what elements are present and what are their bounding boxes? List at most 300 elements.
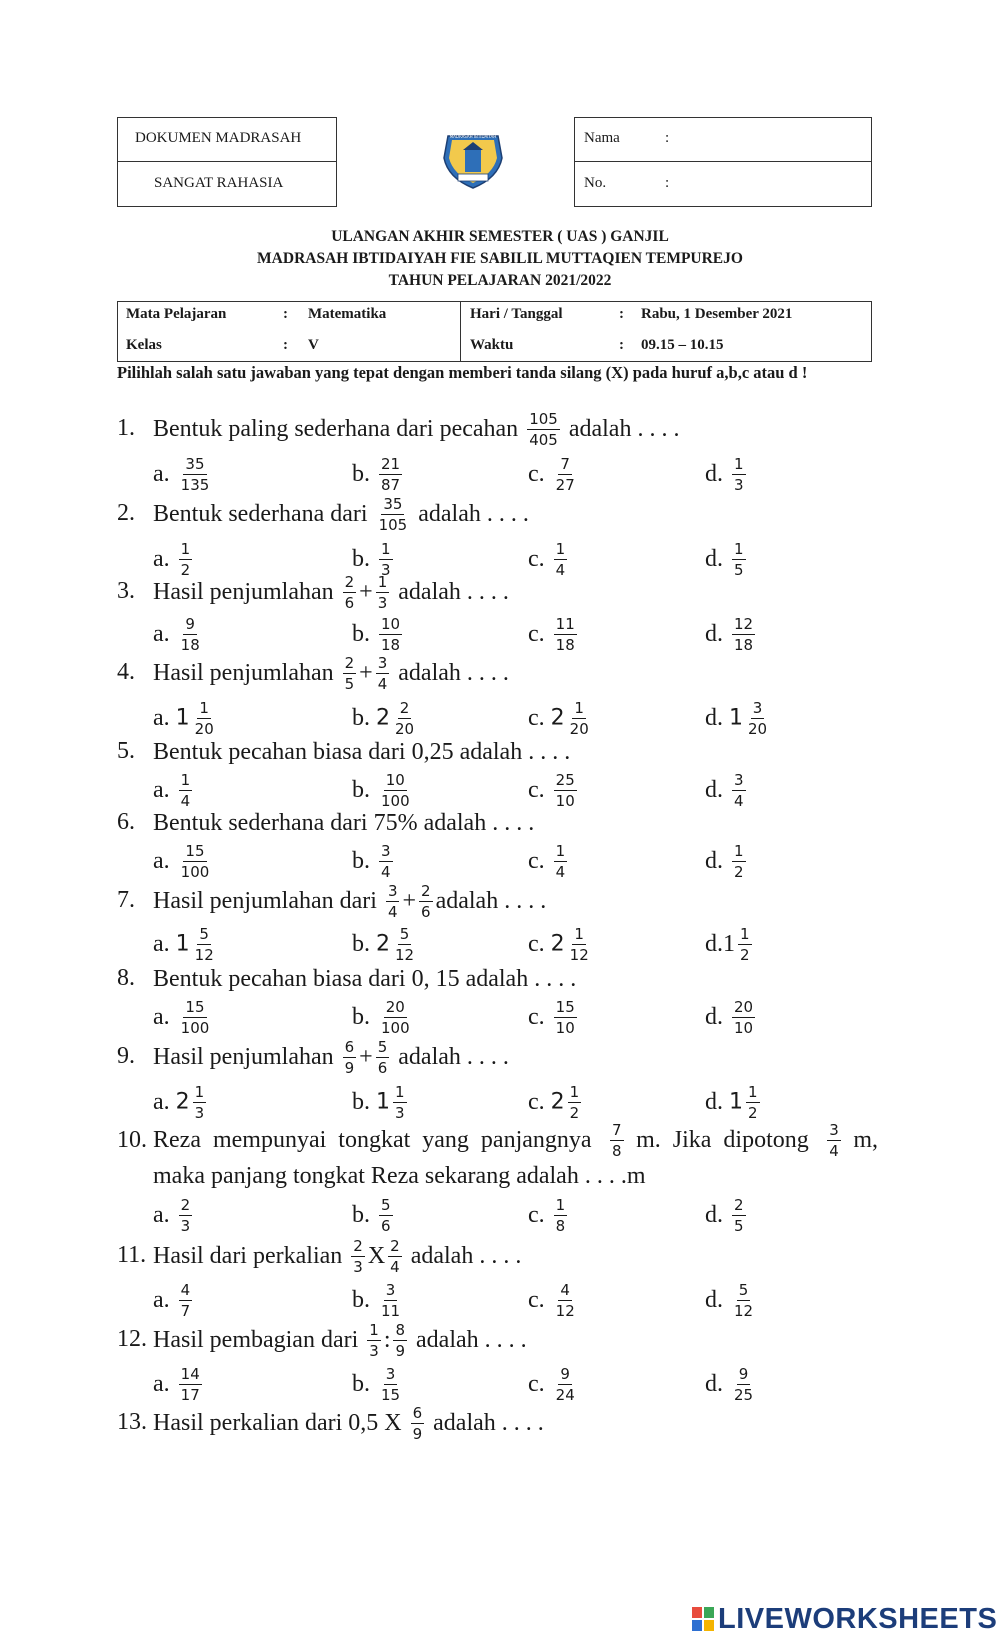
option-a[interactable] — [153, 1276, 195, 1322]
fraction-numerator: 9 — [185, 614, 195, 633]
fraction-denominator: 6 — [344, 593, 355, 612]
text-segment: X — [367, 1243, 386, 1270]
school-title: MADRASAH IBTIDAIYAH FIE SABILIL MUTTAQIEN TEMPUREJO — [257, 250, 743, 267]
question-text — [153, 491, 529, 536]
fraction — [554, 615, 577, 654]
question-7 — [0, 878, 1000, 922]
fraction-numerator: 25 — [555, 770, 575, 789]
fraction-numerator: 3 — [752, 698, 763, 717]
fraction — [419, 882, 433, 921]
fraction-numerator: 5 — [377, 1037, 388, 1056]
option-d[interactable] — [705, 1191, 749, 1237]
liveworksheets-logo — [692, 1603, 997, 1636]
fraction-denominator: 2 — [180, 560, 191, 579]
option-b[interactable] — [352, 993, 415, 1039]
fraction — [343, 1038, 357, 1077]
option-c[interactable] — [528, 1191, 570, 1237]
fraction-denominator: 2 — [740, 945, 750, 964]
fraction-denominator: 87 — [381, 475, 401, 494]
fraction-denominator: 4 — [829, 1141, 839, 1160]
fraction-denominator: 100 — [180, 862, 210, 881]
fraction-numerator: 4 — [560, 1280, 570, 1299]
fraction-denominator: 3 — [734, 475, 744, 494]
text-segment: d. — [705, 1089, 729, 1116]
fraction — [732, 1365, 755, 1404]
text-segment: c. — [528, 1089, 551, 1116]
fraction — [379, 1281, 402, 1320]
text-segment: a. — [153, 1371, 176, 1398]
option-d[interactable] — [705, 450, 749, 496]
fraction-denominator: 18 — [180, 635, 200, 654]
mixed-number-whole: 1 — [175, 931, 190, 957]
fraction-denominator: 3 — [381, 560, 391, 579]
question-number: 1. — [117, 415, 135, 441]
text-segment: d. — [705, 1004, 729, 1031]
text-segment: Hasil perkalian dari 0,5 X — [153, 1410, 408, 1437]
question-number: 7. — [117, 887, 135, 913]
mixed-number-whole: 1 — [175, 705, 190, 731]
text-segment: b. — [352, 1371, 376, 1398]
fraction-denominator: 2 — [569, 1103, 580, 1122]
fraction-denominator: 12 — [569, 945, 589, 964]
fraction — [732, 842, 746, 881]
text-segment: adalah . . . . — [392, 660, 509, 687]
doc-label: DOKUMEN MADRASAH — [135, 130, 302, 146]
secret-label-box — [117, 161, 337, 207]
fraction-numerator: 5 — [399, 924, 410, 943]
text-segment: b. — [352, 931, 376, 958]
text-segment: d. — [705, 705, 729, 732]
fraction-denominator: 100 — [381, 1018, 410, 1037]
text-segment: d.1 — [705, 931, 735, 958]
text-segment: b. — [352, 1089, 376, 1116]
text-segment: Hasil penjumlahan dari — [153, 888, 383, 915]
fraction-denominator: 8 — [612, 1141, 622, 1160]
fraction-numerator: 105 — [529, 409, 558, 428]
fraction-denominator: 18 — [555, 635, 575, 654]
fraction-numerator: 9 — [560, 1364, 570, 1383]
text-segment: adalah . . . . — [412, 501, 529, 528]
fraction-denominator: 10 — [555, 1018, 575, 1037]
fraction — [388, 1237, 402, 1276]
mixed-number-whole: 1 — [376, 1089, 390, 1115]
fraction-numerator: 2 — [421, 881, 431, 900]
class-value: V — [308, 337, 319, 353]
option-a[interactable] — [153, 993, 214, 1039]
fraction-denominator: 405 — [529, 430, 558, 449]
mixed-number-whole: 2 — [550, 1089, 565, 1115]
fraction — [732, 1281, 755, 1320]
fraction-denominator: 3 — [353, 1257, 363, 1276]
fraction-numerator: 1 — [180, 770, 191, 789]
text-segment: c. — [528, 1287, 551, 1314]
question-number: 9. — [117, 1043, 135, 1069]
question-number: 2. — [117, 500, 135, 526]
fraction — [351, 1237, 365, 1276]
fraction — [393, 1321, 407, 1360]
fraction-denominator: 105 — [378, 515, 408, 534]
fraction-denominator: 4 — [734, 791, 744, 810]
fraction-numerator: 1 — [395, 1082, 405, 1101]
option-c[interactable] — [528, 1276, 580, 1322]
question-number: 11. — [117, 1242, 147, 1268]
fraction-denominator: 4 — [381, 862, 391, 881]
fraction — [386, 882, 400, 921]
fraction-numerator: 1 — [555, 1195, 566, 1214]
fraction-numerator: 2 — [180, 1195, 191, 1214]
fraction-numerator: 3 — [385, 1280, 396, 1299]
fraction — [411, 1404, 425, 1443]
question-text — [153, 1233, 521, 1278]
fraction — [379, 842, 393, 881]
fraction-denominator: 9 — [344, 1058, 355, 1077]
fraction — [393, 1083, 407, 1122]
fraction — [179, 615, 202, 654]
option-b[interactable] — [352, 450, 405, 496]
text-segment: adalah . . . . — [427, 1410, 544, 1437]
time-value: 09.15 – 10.15 — [641, 337, 724, 353]
fraction-numerator: 1 — [377, 572, 388, 591]
fraction-numerator: 2 — [390, 1236, 400, 1255]
fraction-numerator: 1 — [180, 539, 191, 558]
question-number: 8. — [117, 965, 135, 991]
text-segment: b. — [352, 621, 376, 648]
fraction-numerator: 20 — [734, 997, 754, 1016]
fraction-numerator: 1 — [569, 1082, 580, 1101]
fraction — [554, 998, 577, 1037]
option-c[interactable] — [528, 993, 580, 1039]
option-d[interactable] — [705, 837, 749, 883]
no-colon: : — [665, 175, 670, 191]
fraction-denominator: 4 — [555, 560, 566, 579]
text-segment: a. — [153, 777, 176, 804]
fraction — [732, 998, 755, 1037]
question-text — [153, 406, 679, 451]
fraction-denominator: 7 — [180, 1301, 191, 1320]
fraction-numerator: 3 — [377, 653, 388, 672]
time-label: Waktu — [470, 337, 514, 353]
fraction-numerator: 12 — [734, 614, 754, 633]
fraction-numerator: 3 — [387, 881, 398, 900]
fraction — [179, 998, 212, 1037]
fraction — [732, 615, 755, 654]
fraction-numerator: 1 — [734, 539, 744, 558]
class-label: Kelas — [126, 337, 162, 353]
fraction-numerator: 2 — [399, 698, 410, 717]
subject-label: Mata Pelajaran — [126, 306, 227, 322]
text-segment: : — [383, 1327, 391, 1354]
fraction-numerator: 5 — [738, 1280, 749, 1299]
fraction-denominator: 3 — [180, 1216, 191, 1235]
subject-value: Matematika — [308, 306, 387, 322]
fraction-denominator: 18 — [381, 635, 401, 654]
text-segment: b. — [352, 1287, 376, 1314]
fraction — [376, 1038, 390, 1077]
fraction-numerator: 2 — [344, 653, 355, 672]
fraction-numerator: 7 — [560, 454, 570, 473]
text-segment: + — [402, 888, 417, 915]
question-number: 6. — [117, 809, 135, 835]
fraction-denominator: 20 — [569, 719, 589, 738]
option-b[interactable] — [352, 837, 396, 883]
question-text — [153, 878, 546, 923]
option-a[interactable] — [153, 837, 214, 883]
fraction-numerator: 15 — [185, 997, 205, 1016]
name-colon: : — [665, 130, 670, 146]
fraction-denominator: 12 — [734, 1301, 754, 1320]
text-segment: a. — [153, 848, 176, 875]
fraction — [376, 654, 390, 693]
instruction: Pilihlah salah satu jawaban yang tepat dengan memberi tanda silang (X) pada huruf a,b,c atau d ! — [117, 363, 808, 382]
text-segment: Bentuk pecahan biasa dari 0, 15 adalah . . . . — [153, 966, 577, 993]
fraction-denominator: 2 — [734, 862, 744, 881]
text-segment: b. — [352, 461, 376, 488]
options-row — [0, 1276, 1000, 1322]
fraction-denominator: 25 — [734, 1385, 754, 1404]
mixed-number-whole: 1 — [729, 705, 743, 731]
fraction-numerator: 8 — [395, 1320, 406, 1339]
question-text — [153, 650, 509, 695]
fraction-denominator: 4 — [377, 674, 388, 693]
fraction-denominator: 2 — [748, 1103, 758, 1122]
fraction-numerator: 15 — [185, 841, 205, 860]
mixed-number-whole: 1 — [729, 1089, 743, 1115]
question-12 — [0, 1317, 1000, 1361]
text-segment: m. Jika dipotong — [636, 1127, 815, 1153]
question-number: 4. — [117, 659, 135, 685]
question-11 — [0, 1233, 1000, 1277]
secret-label: SANGAT RAHASIA — [154, 175, 284, 191]
fraction-denominator: 5 — [734, 560, 744, 579]
fraction-numerator: 1 — [574, 698, 584, 717]
fraction-numerator: 15 — [555, 997, 575, 1016]
no-box — [574, 161, 872, 207]
fraction — [746, 1083, 760, 1122]
fraction-denominator: 12 — [395, 945, 415, 964]
day-value: Rabu, 1 Desember 2021 — [641, 306, 793, 322]
option-a[interactable] — [153, 450, 214, 496]
fraction-numerator: 1 — [555, 841, 566, 860]
fraction-denominator: 27 — [555, 475, 575, 494]
fraction — [379, 615, 402, 654]
text-segment: c. — [528, 1202, 551, 1229]
question-number: 10. — [117, 1127, 147, 1153]
fraction-numerator: 14 — [180, 1364, 200, 1383]
text-segment: adalah . . . . — [435, 888, 547, 915]
question-text-line2: maka panjang tongkat Reza sekarang adalah . . . .m — [153, 1163, 646, 1189]
fraction-denominator: 12 — [555, 1301, 575, 1320]
fraction-denominator: 9 — [395, 1341, 406, 1360]
option-b[interactable] — [352, 1191, 396, 1237]
doc-label-box — [117, 117, 337, 162]
fraction-numerator: 1 — [199, 698, 209, 717]
fraction — [179, 1365, 202, 1404]
mixed-number-whole: 2 — [376, 705, 390, 731]
question-text — [153, 1400, 544, 1445]
info-divider — [460, 302, 461, 361]
text-segment: Hasil penjumlahan — [153, 579, 340, 606]
fraction-denominator: 3 — [369, 1341, 379, 1360]
mixed-number-whole: 2 — [175, 1089, 190, 1115]
text-segment: adalah . . . . — [392, 579, 509, 606]
option-c[interactable] — [528, 450, 580, 496]
text-segment: a. — [153, 546, 176, 573]
text-segment: c. — [528, 461, 551, 488]
fraction — [376, 573, 390, 612]
fraction-numerator: 3 — [381, 841, 391, 860]
footer-brand: LIVEWORKSHEETS — [718, 1603, 998, 1635]
fraction-denominator: 17 — [180, 1385, 200, 1404]
text-segment: d. — [705, 1371, 729, 1398]
text-segment: b. — [352, 1004, 376, 1031]
fraction-numerator: 2 — [344, 572, 355, 591]
fraction-numerator: 1 — [369, 1320, 379, 1339]
text-segment: c. — [528, 848, 551, 875]
mixed-number-whole: 2 — [550, 705, 565, 731]
question-number: 13. — [117, 1409, 147, 1435]
fraction-denominator: 20 — [395, 719, 415, 738]
text-segment: d. — [705, 1202, 729, 1229]
text-segment: Bentuk paling sederhana dari pecahan — [153, 416, 525, 443]
options-row — [0, 993, 1000, 1039]
fraction-numerator: 1 — [194, 1082, 205, 1101]
fraction-denominator: 135 — [180, 475, 210, 494]
text-segment: + — [359, 579, 373, 606]
fraction — [527, 410, 560, 449]
day-colon: : — [619, 306, 624, 322]
option-d[interactable] — [705, 993, 758, 1039]
text-segment: b. — [352, 705, 376, 732]
text-segment: a. — [153, 931, 176, 958]
fraction-denominator: 15 — [381, 1385, 401, 1404]
fraction-numerator: 1 — [555, 539, 566, 558]
fraction-numerator: 1 — [748, 1082, 758, 1101]
exam-title: ULANGAN AKHIR SEMESTER ( UAS ) GANJIL — [331, 228, 669, 245]
text-segment: Bentuk pecahan biasa dari 0,25 adalah . . . . — [153, 739, 571, 766]
fraction-numerator: 6 — [412, 1403, 423, 1422]
time-colon: : — [619, 337, 624, 353]
fraction — [554, 1196, 568, 1235]
text-segment: Hasil pembagian dari — [153, 1327, 365, 1354]
fraction — [343, 573, 357, 612]
name-label: Nama — [584, 130, 620, 146]
subject-colon: : — [283, 306, 288, 322]
text-segment: Bentuk sederhana dari — [153, 501, 374, 528]
question-text — [153, 569, 509, 614]
text-segment: a. — [153, 1004, 176, 1031]
text-segment: d. — [705, 848, 729, 875]
text-segment: d. — [705, 621, 729, 648]
text-segment: + — [359, 660, 373, 687]
text-segment: c. — [528, 621, 551, 648]
logo-text: MADRASAH IBTIDAIYAH — [449, 134, 497, 139]
question-number: 3. — [117, 578, 135, 604]
text-segment: adalah . . . . — [410, 1327, 527, 1354]
text-segment: a. — [153, 1089, 176, 1116]
fraction-denominator: 4 — [555, 862, 566, 881]
text-segment: c. — [528, 1004, 551, 1031]
fraction-numerator: 11 — [555, 614, 575, 633]
fraction-numerator: 7 — [612, 1120, 622, 1139]
fraction-numerator: 10 — [381, 614, 401, 633]
text-segment: c. — [528, 777, 551, 804]
fraction-numerator: 9 — [738, 1364, 749, 1383]
fraction-numerator: 1 — [734, 841, 744, 860]
fraction — [377, 495, 410, 534]
text-segment: a. — [153, 1202, 176, 1229]
fraction — [379, 1196, 393, 1235]
text-segment: d. — [705, 461, 729, 488]
fraction-denominator: 4 — [180, 791, 191, 810]
no-label: No. — [584, 175, 607, 191]
mixed-number-whole: 2 — [376, 931, 390, 957]
fraction-numerator: 35 — [185, 454, 205, 473]
fraction-denominator: 4 — [390, 1257, 400, 1276]
fraction-numerator: 1 — [381, 539, 391, 558]
fraction-denominator: 6 — [381, 1216, 391, 1235]
option-d[interactable] — [705, 1276, 758, 1322]
text-segment: c. — [528, 1371, 551, 1398]
text-segment: a. — [153, 705, 176, 732]
question-9 — [0, 1034, 1000, 1078]
fraction-numerator: 20 — [385, 997, 405, 1016]
fraction-numerator: 6 — [344, 1037, 355, 1056]
text-segment: c. — [528, 705, 551, 732]
name-box — [574, 117, 872, 162]
question-number: 12. — [117, 1326, 147, 1352]
text-segment: b. — [352, 777, 376, 804]
fraction-denominator: 5 — [734, 1216, 744, 1235]
fraction-numerator: 3 — [829, 1120, 839, 1139]
fraction — [554, 842, 568, 881]
fraction — [179, 1281, 193, 1320]
text-segment: + — [359, 1044, 373, 1071]
option-a[interactable] — [153, 1191, 195, 1237]
fraction-denominator: 8 — [555, 1216, 566, 1235]
fraction-numerator: 21 — [381, 454, 401, 473]
text-segment: d. — [705, 546, 729, 573]
text-segment: c. — [528, 546, 551, 573]
fraction-numerator: 35 — [383, 494, 403, 513]
fraction-numerator: 5 — [381, 1195, 391, 1214]
text-segment: a. — [153, 1287, 176, 1314]
option-b[interactable] — [352, 1276, 405, 1322]
text-segment: Bentuk sederhana dari 75% adalah . . . . — [153, 810, 535, 837]
question-number: 5. — [117, 738, 135, 764]
year-title: TAHUN PELAJARAN 2021/2022 — [388, 272, 612, 289]
fraction-denominator: 6 — [421, 902, 431, 921]
fraction-numerator: 1 — [734, 454, 744, 473]
text-segment: adalah . . . . — [404, 1243, 522, 1270]
fraction-denominator: 9 — [412, 1424, 423, 1443]
fraction-numerator: 2 — [734, 1195, 744, 1214]
fraction-denominator: 3 — [377, 593, 388, 612]
fraction-denominator: 3 — [194, 1103, 205, 1122]
text-segment: m, — [853, 1127, 878, 1153]
question-2 — [0, 491, 1000, 535]
option-c[interactable] — [528, 837, 570, 883]
fraction-numerator: 4 — [180, 1280, 191, 1299]
fraction — [379, 455, 402, 494]
fraction — [554, 1281, 577, 1320]
question-13 — [0, 1400, 1000, 1444]
text-segment: d. — [705, 1287, 729, 1314]
text-segment: d. — [705, 777, 729, 804]
fraction — [193, 1083, 207, 1122]
text-segment: b. — [352, 546, 376, 573]
text-segment: Hasil penjumlahan — [153, 1044, 340, 1071]
options-row — [0, 450, 1000, 496]
